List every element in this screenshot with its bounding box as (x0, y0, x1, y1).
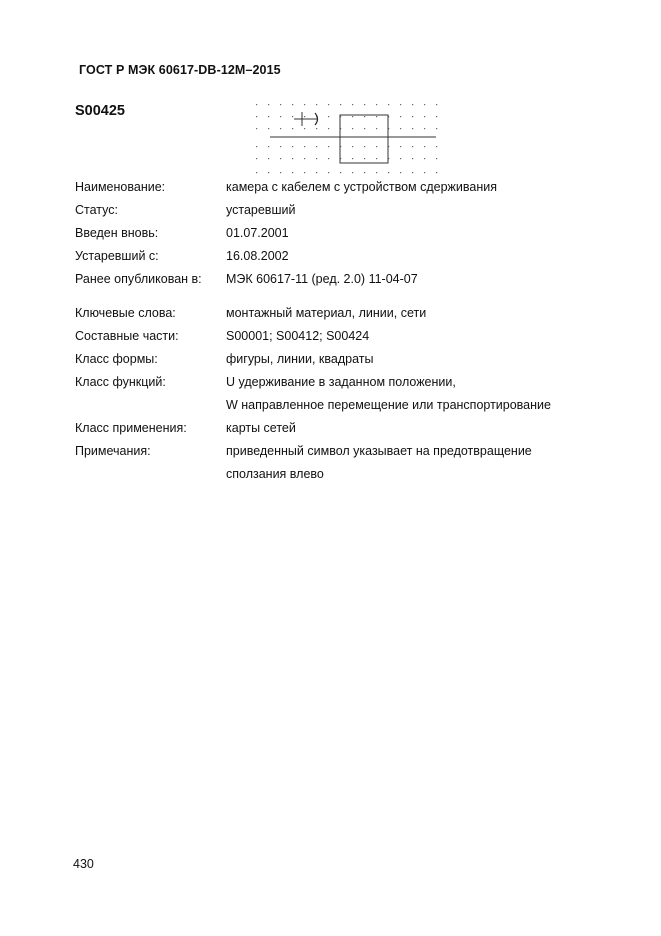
field-label: Наименование: (75, 180, 166, 194)
field-value: W направленное перемещение или транспортирование (226, 398, 551, 412)
field-label: Устаревший с: (75, 249, 159, 263)
cable-chamber-restraint-symbol-icon (252, 100, 442, 178)
field-value: устаревший (226, 203, 296, 217)
page-number: 430 (73, 857, 94, 871)
field-value: карты сетей (226, 421, 296, 435)
field-value: S00001; S00412; S00424 (226, 329, 370, 343)
field-value: приведенный символ указывает на предотвращение (226, 444, 532, 458)
field-label: Ранее опубликован в: (75, 272, 202, 286)
field-value: фигуры, линии, квадраты (226, 352, 374, 366)
field-label: Составные части: (75, 329, 179, 343)
field-label: Статус: (75, 203, 118, 217)
field-label: Класс применения: (75, 421, 187, 435)
symbol-code: S00425 (75, 103, 125, 119)
standard-header: ГОСТ Р МЭК 60617-DB-12M–2015 (79, 63, 281, 77)
symbol-diagram (252, 100, 442, 178)
field-value: 01.07.2001 (226, 226, 289, 240)
field-value: U удерживание в заданном положении, (226, 375, 456, 389)
field-value: МЭК 60617-11 (ред. 2.0) 11-04-07 (226, 272, 418, 286)
field-value: монтажный материал, линии, сети (226, 306, 427, 320)
field-value: камера с кабелем с устройством сдерживания (226, 180, 497, 194)
field-label: Класс функций: (75, 375, 166, 389)
field-label: Класс формы: (75, 352, 158, 366)
field-label: Ключевые слова: (75, 306, 176, 320)
field-value: 16.08.2002 (226, 249, 289, 263)
field-label: Примечания: (75, 444, 151, 458)
field-value: сползания влево (226, 467, 324, 481)
field-label: Введен вновь: (75, 226, 159, 240)
